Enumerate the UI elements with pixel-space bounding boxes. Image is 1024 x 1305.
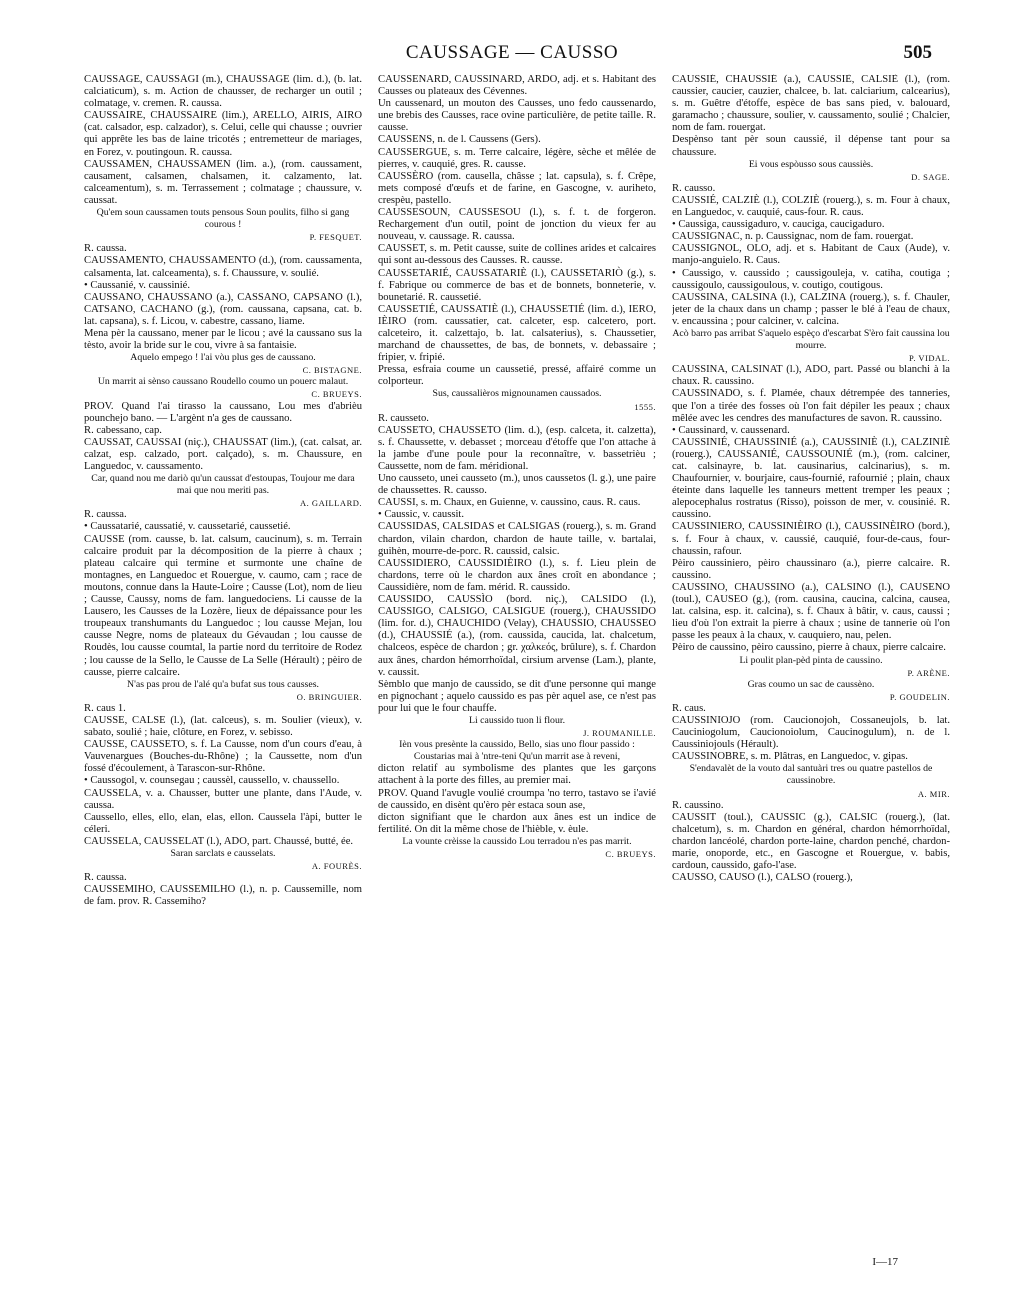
dictionary-entry: • Caussic, v. caussit. <box>378 509 464 521</box>
dictionary-entry: CAUSSIGNOL, OLO, adj. et s. Habitant de Caux (Aude), v. manjo-anguielo. R. Caus. <box>672 243 950 267</box>
dictionary-entry: dicton signifiant que le chardon aux ânes est un indice de fertilité. On dit la même chose de l'hièble, v. èule. <box>378 811 656 835</box>
dictionary-entry: CAUSSIDIERO, CAUSSIDIÈIRO (l.), s. f. Lieu plein de chardons, terre où le chardon aux ânes croît en abondance ; Caussidière, nom de fam. mérid. R. caussido. <box>378 557 656 593</box>
quotation: N'as pas prou de l'alé qu'a bufat sus tous causses. <box>127 678 319 690</box>
dictionary-entry: CAUSSEMIHO, CAUSSEMILHO (l.), n. p. Caussemille, nom de fam. prov. R. Cassemiho? <box>84 884 362 908</box>
quotation: Gras coumo un sac de caussèno. <box>747 678 875 690</box>
dictionary-entry: CAUSSELA, v. a. Chausser, butter une plante, dans l'Aude, v. caussa. <box>84 787 362 811</box>
dictionary-entry: CAUSSAMENTO, CHAUSSAMENTO (d.), (rom. caussamenta, calsamenta, lat. calceamenta), s. f. Chaussure, v. soulié. <box>84 255 362 279</box>
dictionary-entry: CAUSSET, s. m. Petit causse, suite de collines arides et calcaires qui sont au-dessous des Causses. R. causse. <box>378 243 656 267</box>
column-right <box>672 74 950 1244</box>
quotation-source: A. MIR. <box>917 788 950 799</box>
dictionary-entry: Pressa, esfraia coume un caussetié, pressé, affairé comme un colporteur. <box>378 364 656 388</box>
dictionary-entry: CAUSSIDO, CAUSSÌO (bord. niç.), CALSIDO (l.), CAUSSIGO, CALSIGO, CALSIGUE (rouerg.), CHAUSSIDO (lim. for. d.), CHAUCHIDO (Velay), CHAUSSIO, CHAUSSEO (d.), CHAUSSIÉ (a.), (rom. caussida, caucida, lat. chalcetum, chalceos, espèce de chardon ; gr. χαλκεός, brûlure), s. f. Chardon aux ânes, chardon hémorrhoïdal, cirsium arvense (Lam.), plante, v. caussit. <box>378 594 656 678</box>
quotation-source: P. ARÈNE. <box>907 667 950 678</box>
dictionary-entry: R. caus. <box>672 702 706 714</box>
dictionary-entry: CAUSSINIERO, CAUSSINIÈIRO (l.), CAUSSINÈIRO (bord.), s. f. Four à chaux, v. caussié, cauquié, four-de-caus, four-chaussin, rafour. <box>672 521 950 557</box>
quotation-source: A. GAILLARD. <box>300 498 362 509</box>
dictionary-entry: R. causseto. <box>378 412 429 424</box>
dictionary-entry: CAUSSI, s. m. Chaux, en Guienne, v. caussino, caus. R. caus. <box>378 497 641 509</box>
dictionary-columns <box>84 74 950 1244</box>
quotation: Aquelo empego ! l'ai vòu plus ges de caussano. <box>130 352 316 364</box>
quotation: Qu'em soun caussamen touts pensous Soun poulits, filho si gang courous ! <box>96 207 350 231</box>
dictionary-entry: CAUSSE, CALSE (l.), (lat. calceus), s. m. Soulier (vieux), v. sabato, soulié ; haie, clôture, en Forez, v. sebisso. <box>84 714 362 739</box>
dictionary-entry: CAUSSINA, CALSINA (l.), CALZINA (rouerg.), s. f. Chauler, jeter de la chaux dans un champ ; passer le blé à l'eau de chaux, v. encaussina ; pour calciner, v. calcina. <box>672 291 950 327</box>
dictionary-entry: Sèmblo que manjo de caussido, se dit d'une personne qui mange en pignochant ; aquelo caussido es pas pèr aquel ase, ce n'est pas pour lui que le four chauffe. <box>378 678 656 714</box>
dictionary-entry: CAUSSINIÉ, CHAUSSINIÉ (a.), CAUSSINIÈ (l.), CALZINIÈ (rouerg.), CAUSSANIÉ, CAUSSOUNIÉ (m.), (rom. calciner, cat. calsinayre, b. lat. causinarius, calcinarius), s. m. Chaufournier, v. bourjaire, caus-fournié, rafournié ; plain, chaux éteinte dans laquelle les tanneurs mettent tremper les peaux ; alepocephalus rostratus (Risso), poisson de mer, v. cousinié. R. caussino. <box>672 436 950 521</box>
dictionary-entry: CAUSSAT, CAUSSAI (niç.), CHAUSSAT (lim.), (cat. calsat, ar. calzat, esp. calzado, port. calçado), s. m. Chaussure, en Languedoc, v. caussamento. <box>84 436 362 472</box>
dictionary-entry: R. caus 1. <box>84 702 126 714</box>
dictionary-entry: CAUSSIÉ, CALZIÈ (l.), COLZIÈ (rouerg.), s. m. Four à chaux, en Languedoc, v. cauquié, caus-four. R. caus. <box>672 194 950 219</box>
dictionary-entry: Un caussenard, un mouton des Causses, uno fedo caussenardo, une brebis des Causses, race ovine particulière, de petite taille. R. causse. <box>378 98 656 134</box>
dictionary-entry: Mena pèr la caussano, mener par le licou ; avé la caussano sus la tèsto, avoir la bride sur le cou, vivre à sa fantaisie. <box>84 327 362 352</box>
quotation-source: C. BISTAGNE. <box>302 365 362 376</box>
quotation: Sus, caussalièros mignounamen caussados. <box>432 388 602 400</box>
page-header <box>0 42 1024 68</box>
dictionary-entry: CAUSSE, CAUSSETO, s. f. La Causse, nom d'un cours d'eau, à Vauvenargues (Bouches-du-Rhône) ; la Caussette, nom d'un fossé d'écoulement, à Tarascon-sur-Rhône. <box>84 739 362 775</box>
dictionary-entry: CAUSSETIÉ, CAUSSATIÈ (l.), CHAUSSETIÉ (lim. d.), IERO, IÈIRO (rom. caussatier, cat. calceter, esp. calcetero, port. calceteiro, it. calzettajo, b. lat. calsaterius), s. Chaussetier, marchand de chaussettes, de bas, de bonnets, v. debassaire ; fripier, v. fripié. <box>378 303 656 364</box>
quotation-source: 1555. <box>634 401 656 412</box>
quotation-source: P. FESQUET. <box>309 232 362 243</box>
dictionary-entry: CAUSSÈRO (rom. causella, châsse ; lat. capsula), s. f. Crêpe, mets composé d'œufs et de farine, en Gascogne, v. auriheto, crespèu, pastello. <box>378 170 656 206</box>
dictionary-entry: R. caussino. <box>672 799 724 811</box>
dictionary-entry: CAUSSENARD, CAUSSINARD, ARDO, adj. et s. Habitant des Causses ou plateaux des Cévennes. <box>378 74 656 98</box>
dictionary-entry: CAUSSINADO, s. f. Plamée, chaux détrempée des tanneries, que l'on a tirée des fosses où l'on fait dépiler les peaux ; chaux mêlée avec les cendres des manufactures de savon. R. caussino. <box>672 388 950 424</box>
dictionary-entry: CAUSSELA, CAUSSELAT (l.), ADO, part. Chaussé, butté, ée. <box>84 835 354 847</box>
dictionary-entry: dicton relatif au symbolisme des plantes que les garçons attachent à la porte des filles, au premier mai. <box>378 763 656 787</box>
quotation-source: O. BRINGUIER. <box>296 691 362 702</box>
quotation-source: C. BRUEYS. <box>605 849 656 859</box>
dictionary-entry: Pèiro de caussino, pèiro caussino, pierre à chaux, pierre calcaire. <box>672 642 946 654</box>
dictionary-entry: Despènso tant pèr soun caussié, il dépense tant pour sa chaussure. <box>672 134 950 158</box>
dictionary-entry: • Caussogol, v. counsegau ; caussèl, caussello, v. chaussello. <box>84 775 340 787</box>
quotation: Saran sarclats e causselats. <box>170 848 276 859</box>
dictionary-entry: CAUSSIÉ, CHAUSSIÉ (a.), CAUSSIÈ, CALSIÈ (l.), (rom. caussier, caucier, cauzier, chalcee, b. lat. calciarium, calcearius), s. m. Guêtre d'étoffe, espèce de bas sans pied, v. balouard, garamacho ; chaussure, soulier, v. caussamento, soulié ; Chalcier, nom de fam. rouergat. <box>672 74 950 134</box>
quotation: Ièn vous presènte la caussido, Bello, sias uno flour passido : Coustarias mai à 'ntre-teni Qu'un marrit ase à reveni, <box>399 739 635 763</box>
running-title: CAUSSAGE — CAUSSO <box>405 42 619 63</box>
column-left <box>84 74 362 1244</box>
quotation: La vounte crèisse la caussido Lou terradou n'es pas marrit. <box>402 835 632 847</box>
dictionary-entry: R. caussa. <box>84 509 127 521</box>
quotation-source: J. ROUMANILLE. <box>583 728 656 739</box>
dictionary-entry: • Caussigo, v. caussido ; caussigouleja, v. catiha, coutiga ; caussigoulo, caussigoulous, v. coutigo, coutigous. <box>672 267 950 291</box>
dictionary-entry: CAUSSAMEN, CHAUSSAMEN (lim. a.), (rom. caussament, causament, calsamen, chalsamen, it. calzamento, lat. calceamentum), s. m. Terrassement ; colmatage ; chaussure, v. caussat. <box>84 158 362 206</box>
dictionary-entry: CAUSSETO, CHAUSSETO (lim. d.), (esp. calceta, it. calzetta), s. f. Chaussette, v. debasset ; morceau d'étoffe que l'on attache à la jambe d'une poule pour la reconnaître, v. bassetrièu ; Caussette, nom de fam. méridional. <box>378 424 656 472</box>
dictionary-entry: Pèiro caussiniero, pèiro chaussinaro (a.), pierre calcaire. R. caussino. <box>672 557 950 581</box>
dictionary-entry: CAUSSO, CAUSO (l.), CALSO (rouerg.), <box>672 872 853 884</box>
dictionary-entry: R. caussa. <box>84 243 127 255</box>
dictionary-entry: R. causso. <box>672 182 716 194</box>
quotation-source: A. FOURÈS. <box>311 861 362 872</box>
quotation: Un marrit ai sènso caussano Roudello coumo un pouerc malaut. <box>97 376 349 388</box>
dictionary-entry: CAUSSE (rom. causse, b. lat. calsum, caucinum), s. m. Terrain calcaire produit par la décomposition de la pierre à chaux ; plateau calcaire qui termine et surmonte une chaîne de montagnes, en Languedoc et Rouergue, v. caumo, cam ; race de moutons, connue dans la Haute-Loire ; Causse (Lot), nom de lieu ; Causse, Caussy, noms de fam. languedociens. Li causse de la Lausero, les Causses de la Lozère, lieux de dépaissance pour les troupeaux transhumants du Languedoc ; lou causse Mejan, lou causse Negre, noms de plateaux du Gévaudan ; lou causse de Roudès, lou causse coumtal, la partie nord du territoire de Rodez ; lou causse de la Sello, le Causse de La Selle (Hérault) ; pèiro de causse, pierre calcaire. <box>84 533 362 678</box>
dictionary-entry: CAUSSERGUE, s. m. Terre calcaire, légère, sèche et mêlée de pierres, v. cauquié, gres. R. causse. <box>378 146 656 170</box>
quotation-source: C. BRUEYS. <box>311 389 362 400</box>
dictionary-entry: CAUSSINIOJO (rom. Caucionojoh, Cossaneujols, b. lat. Cauciniogolum, Caucionoiolum, Caucinogulum), n. de l. Caussiniojouls (Hérault). <box>672 714 950 751</box>
dictionary-entry: CAUSSANO, CHAUSSANO (a.), CASSANO, CAPSANO (l.), CATSANO, CACHANO (g.), (rom. caussana, capsana, cat. b. lat. capsana), s. f. Licou, v. cabestre, cassano, liame. <box>84 291 362 327</box>
dictionary-entry: CAUSSINOBRE, s. m. Plâtras, en Languedoc, v. gipas. <box>672 751 908 763</box>
dictionary-entry: CAUSSAGE, CAUSSÀGI (m.), CHAUSSAGE (lim. d.), (b. lat. calciaticum), s. m. Action de chausser, de recharger un outil ; colmatage, v. cremen. R. caussa. <box>84 74 362 110</box>
quotation: Ei vous espòusso sous caussiès. <box>748 158 874 170</box>
dictionary-entry: • Caussatarié, caussatié, v. caussetarié, caussetié. <box>84 521 291 533</box>
dictionary-entry: PROV. Quand l'avugle voulié croumpa 'no terro, tastavo se i'avié de caussido, en disènt qu'èro pèr estaca soun ase, <box>378 787 656 811</box>
quotation-source: D. SAGE. <box>911 171 950 182</box>
dictionary-entry: CAUSSENS, n. de l. Caussens (Gers). <box>378 134 541 146</box>
quotation-source: P. GOUDELIN. <box>889 691 950 702</box>
quotation: Acò barro pas arribat S'aquelo espèço d'escarbat S'èro fait caussina lou mourre. <box>672 327 950 352</box>
quotation: Li caussido tuon li flour. <box>468 714 566 726</box>
dictionary-entry: • Caussiga, caussigaduro, v. cauciga, caucigaduro. <box>672 219 885 231</box>
dictionary-entry: • Caussanié, v. caussinié. <box>84 279 190 291</box>
dictionary-entry: CAUSSIT (toul.), CAUSSIC (g.), CALSIC (rouerg.), (lat. chalcetum), s. m. Chardon en général, chardon hémorrhoïdal, chardon lancéolé, chardon porte-laine, chardon penché, chardon-marie, onoporde, etc., en Gascogne et Rouergue, v. babis, cardoun, caussido, gafo-l'ase. <box>672 811 950 872</box>
dictionary-entry: Uno causseto, unei causseto (m.), unos caussetos (l. g.), une paire de chaussettes. R. causso. <box>378 473 656 497</box>
quotation: Li poulit plan-pèd pinta de caussino. <box>739 654 883 666</box>
dictionary-entry: CAUSSIGNAC, n. p. Caussignac, nom de fam. rouergat. <box>672 231 914 243</box>
page-number: 505 <box>903 42 932 63</box>
dictionary-entry: R. cabessano, cap. <box>84 424 162 436</box>
dictionary-entry: PROV. Quand l'ai tirasso la caussano, Lou mes d'abrièu pounchejo bano. — L'argènt n'a ges de caussano. <box>84 400 362 424</box>
dictionary-entry: CAUSSIDAS, CALSIDAS et CALSIGAS (rouerg.), s. m. Grand chardon, vilain chardon, chardon de haute taille, v. bartalai, guihèn, mourre-de-porc. R. caussid, calsic. <box>378 521 656 557</box>
dictionary-entry: CAUSSESOUN, CAUSSESOU (l.), s. f. t. de forgeron. Rechargement d'un outil, point de jonction du vieux fer au nouveau, v. caussage. R. caussa. <box>378 207 656 243</box>
dictionary-entry: CAUSSAIRE, CHAUSSAIRE (lim.), ARELLO, AIRIS, AIRO (cat. calsador, esp. calzador), s. Celui, celle qui chausse ; ouvrier qui apprête les bas de laine tricotés ; entremetteur de mariages, en Forez, v. poutingoun. R. caussa. <box>84 110 362 158</box>
printer-signature: I—17 <box>872 1256 898 1268</box>
quotation: S'endavalèt de la vouto dal santuàri tres ou quatre pastellos de caussinobre. <box>689 763 933 787</box>
column-middle <box>378 74 656 1244</box>
quotation-source: P. VIDAL. <box>909 353 950 364</box>
dictionary-entry: Caussello, elles, ello, elan, elas, ellon. Caussela l'àpi, butter le céleri. <box>84 811 362 835</box>
quotation: Car, quand nou me dariò qu'un caussat d'estoupas, Toujour me dara mai que nou meriti pas. <box>91 473 355 497</box>
dictionary-entry: • Caussinard, v. caussenard. <box>672 424 790 436</box>
dictionary-entry: CAUSSINA, CALSINAT (l.), ADO, part. Passé ou blanchi à la chaux. R. caussino. <box>672 364 950 388</box>
dictionary-entry: R. caussa. <box>84 872 127 884</box>
dictionary-entry: CAUSSETARIÉ, CAUSSATARIÈ (l.), CAUSSETARIÒ (g.), s. f. Fabrique ou commerce de bas et de bonnets, bonneterie, v. bounetarié. R. caussetié. <box>378 267 656 303</box>
dictionary-entry: CAUSSINO, CHAUSSINO (a.), CALSINO (l.), CAUSENO (toul.), CAUSEO (g.), (rom. causina, caucina, calcina, causea, lat. calsina, esp. it. calcina), s. f. Chaux à bâtir, v. caus, caussi ; lieu d'où l'on extrait la pierre à chaux ; usine de tannerie où l'on passe les peaux à la chaux, v. cauquiero, nau, pelen. <box>672 581 950 642</box>
